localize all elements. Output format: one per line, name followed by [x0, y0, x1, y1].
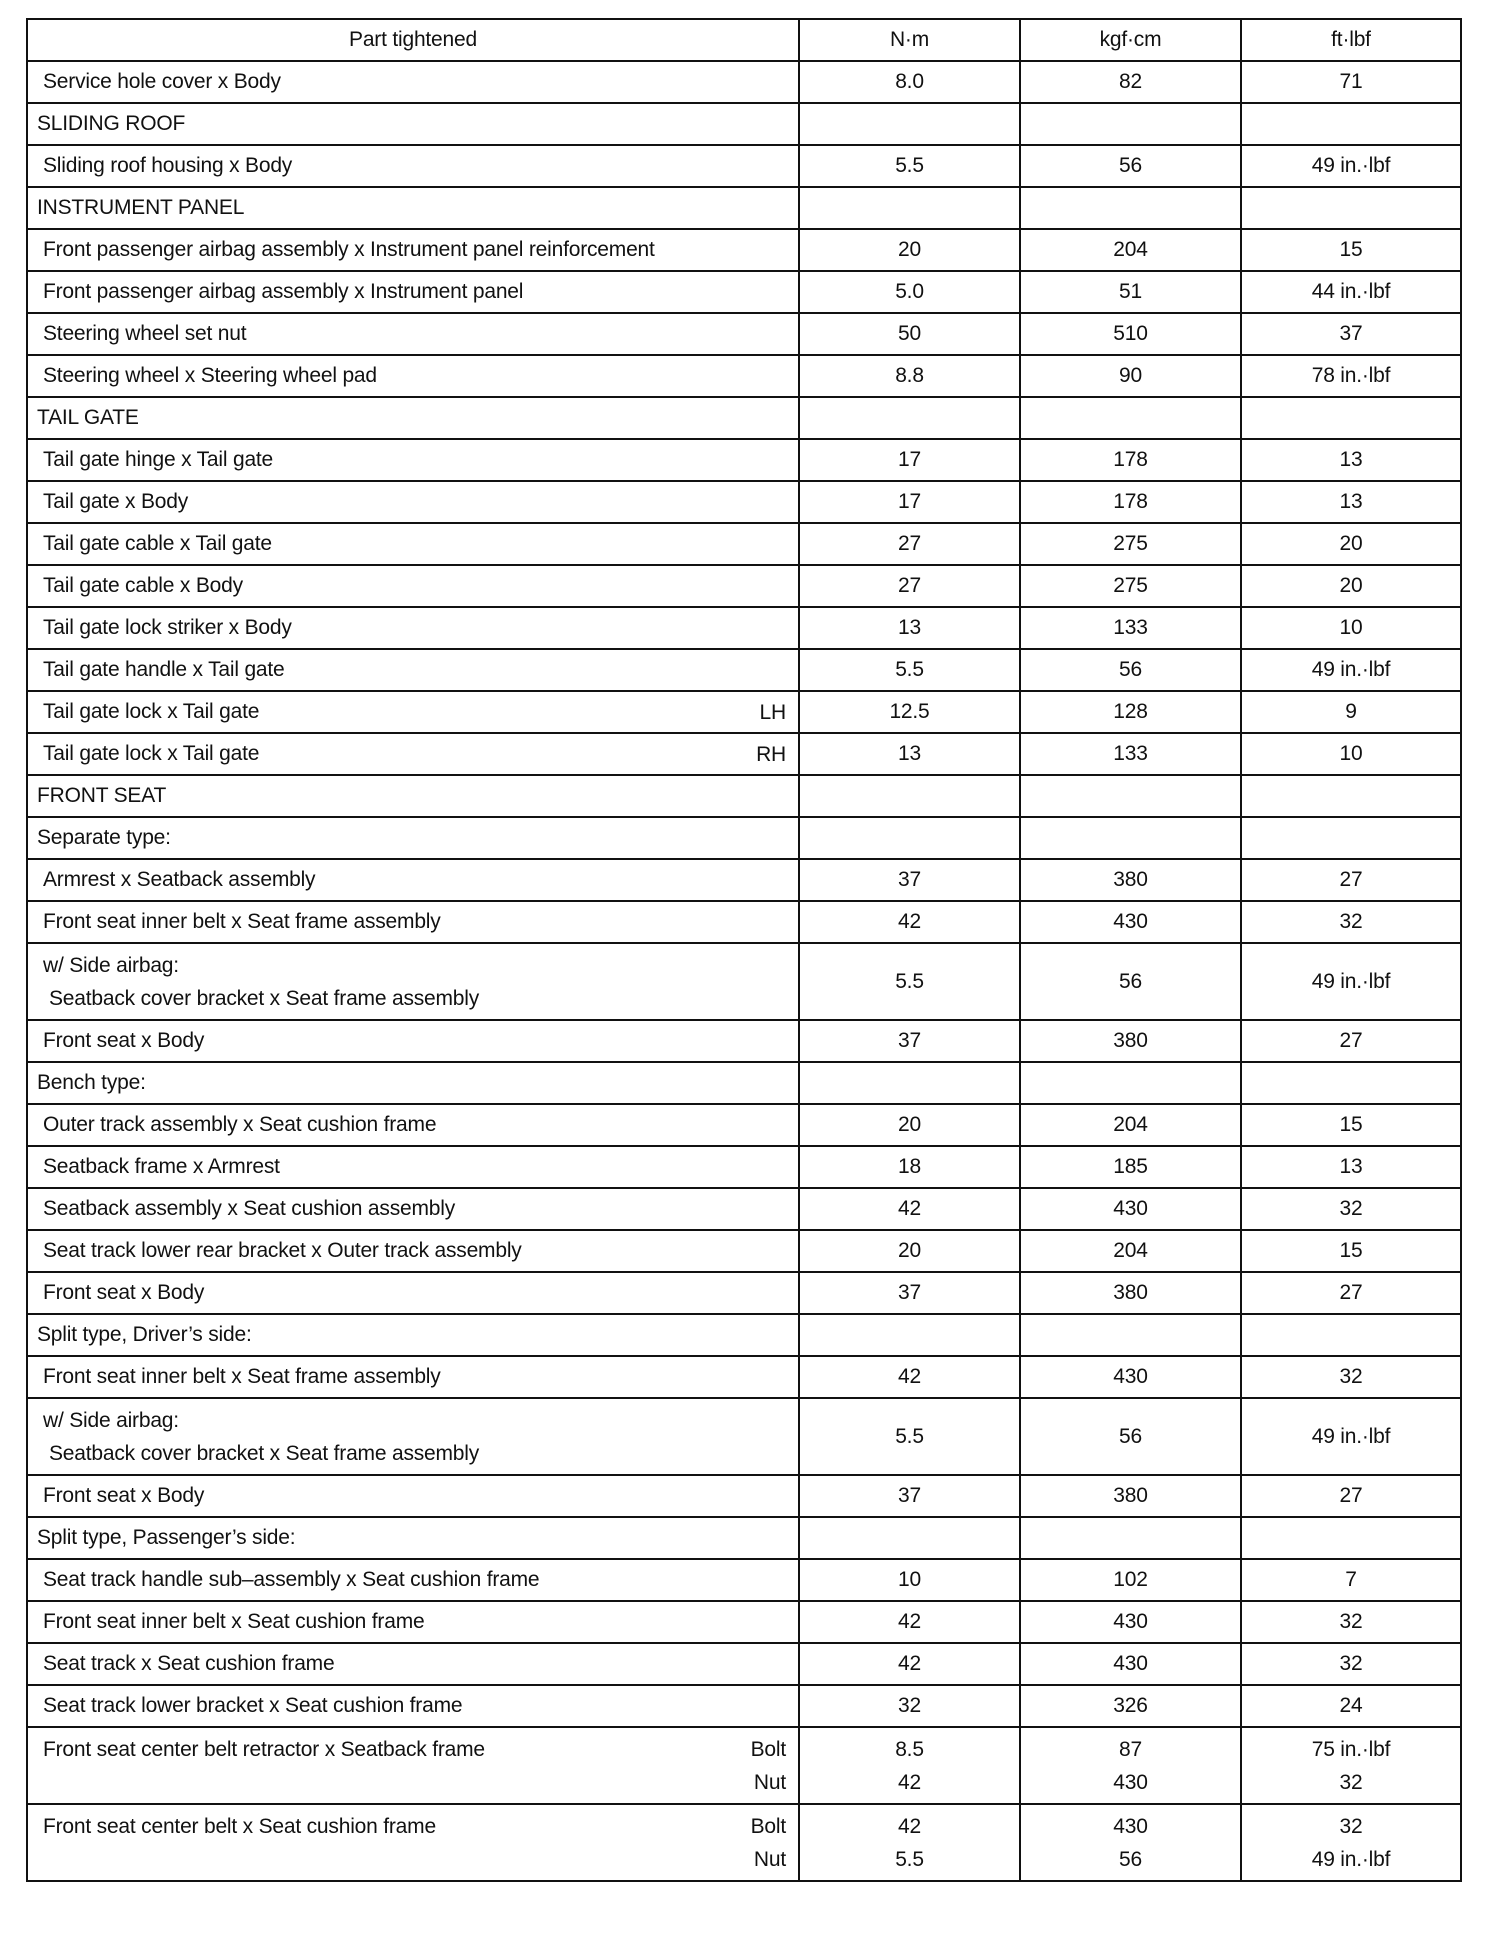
torque-value: 430 — [1113, 1770, 1148, 1794]
table-header-row — [27, 19, 1461, 61]
part-cell — [27, 145, 799, 187]
newton-meter-cell: 42 — [799, 1356, 1020, 1398]
table-row — [27, 481, 1461, 523]
part-name: Tail gate x Body — [43, 490, 189, 513]
table-row — [27, 733, 1461, 775]
newton-meter-cell — [799, 1804, 1020, 1881]
part-cell — [27, 1356, 799, 1398]
ft-lbf-cell — [1241, 1804, 1461, 1881]
header-ft-lbf: ft·lbf — [1241, 19, 1461, 61]
ft-lbf-cell: 27 — [1241, 1272, 1461, 1314]
section-heading — [27, 775, 799, 817]
table-row — [27, 1559, 1461, 1601]
fastener-qualifier: Bolt — [750, 1737, 786, 1761]
newton-meter-cell: 27 — [799, 523, 1020, 565]
newton-meter-cell: 37 — [799, 1020, 1020, 1062]
part-name: Sliding roof housing x Body — [43, 154, 293, 177]
table-row — [27, 1104, 1461, 1146]
table-row — [27, 649, 1461, 691]
section-heading — [27, 817, 799, 859]
part-cell — [27, 1804, 799, 1881]
newton-meter-cell: 42 — [799, 1601, 1020, 1643]
part-name: Outer track assembly x Seat cushion frame — [43, 1113, 437, 1136]
table-row — [27, 775, 1461, 817]
newton-meter-cell: 8.8 — [799, 355, 1020, 397]
part-cell — [27, 649, 799, 691]
newton-meter-cell: 37 — [799, 1475, 1020, 1517]
ft-lbf-cell: 15 — [1241, 1230, 1461, 1272]
newton-meter-cell: 20 — [799, 229, 1020, 271]
newton-meter-cell — [799, 1062, 1020, 1104]
part-name-detail: Seatback cover bracket x Seat frame assembly — [49, 986, 480, 1010]
newton-meter-cell: 17 — [799, 439, 1020, 481]
part-name: Tail gate cable x Body — [43, 574, 243, 597]
kgf-cm-cell — [1020, 187, 1241, 229]
ft-lbf-cell — [1241, 1517, 1461, 1559]
kgf-cm-cell: 275 — [1020, 565, 1241, 607]
newton-meter-cell: 27 — [799, 565, 1020, 607]
kgf-cm-cell: 204 — [1020, 1104, 1241, 1146]
kgf-cm-cell: 133 — [1020, 607, 1241, 649]
ft-lbf-cell: 78 in.·lbf — [1241, 355, 1461, 397]
ft-lbf-cell: 44 in.·lbf — [1241, 271, 1461, 313]
table-row — [27, 1230, 1461, 1272]
torque-value: 87 — [1119, 1737, 1142, 1761]
ft-lbf-cell: 49 in.·lbf — [1241, 943, 1461, 1020]
kgf-cm-cell — [1020, 397, 1241, 439]
torque-specification-table — [26, 18, 1462, 1882]
kgf-cm-cell: 430 — [1020, 1188, 1241, 1230]
part-cell — [27, 523, 799, 565]
torque-value: 430 — [1113, 1814, 1148, 1838]
kgf-cm-cell: 51 — [1020, 271, 1241, 313]
ft-lbf-cell: 49 in.·lbf — [1241, 1398, 1461, 1475]
newton-meter-cell — [799, 187, 1020, 229]
newton-meter-cell: 5.5 — [799, 943, 1020, 1020]
part-cell — [27, 481, 799, 523]
kgf-cm-cell: 430 — [1020, 1356, 1241, 1398]
part-name: Steering wheel x Steering wheel pad — [43, 364, 377, 387]
newton-meter-cell: 5.5 — [799, 649, 1020, 691]
kgf-cm-cell: 56 — [1020, 943, 1241, 1020]
newton-meter-cell: 42 — [799, 1643, 1020, 1685]
part-name: Split type, Passenger’s side: — [37, 1526, 296, 1549]
newton-meter-cell: 20 — [799, 1104, 1020, 1146]
table-row — [27, 103, 1461, 145]
kgf-cm-cell — [1020, 775, 1241, 817]
ft-lbf-cell: 24 — [1241, 1685, 1461, 1727]
kgf-cm-cell — [1020, 1517, 1241, 1559]
table-row — [27, 1517, 1461, 1559]
newton-meter-cell: 20 — [799, 1230, 1020, 1272]
ft-lbf-cell: 32 — [1241, 901, 1461, 943]
fastener-qualifier: Bolt — [750, 1814, 786, 1838]
table-row — [27, 943, 1461, 1020]
table-row — [27, 1020, 1461, 1062]
section-heading — [27, 1314, 799, 1356]
newton-meter-cell — [799, 817, 1020, 859]
kgf-cm-cell: 128 — [1020, 691, 1241, 733]
table-row — [27, 271, 1461, 313]
table-row — [27, 1643, 1461, 1685]
ft-lbf-cell: 27 — [1241, 859, 1461, 901]
table-row — [27, 355, 1461, 397]
part-name: Seatback assembly x Seat cushion assembly — [43, 1197, 456, 1220]
part-cell — [27, 565, 799, 607]
part-name: Front seat inner belt x Seat frame assembly — [43, 910, 441, 933]
section-heading — [27, 187, 799, 229]
part-cell — [27, 943, 799, 1020]
part-cell — [27, 1146, 799, 1188]
part-name: Front seat inner belt x Seat frame assembly — [43, 1365, 441, 1388]
torque-value: 42 — [898, 1770, 921, 1794]
kgf-cm-cell: 56 — [1020, 649, 1241, 691]
newton-meter-cell: 5.0 — [799, 271, 1020, 313]
torque-value: 49 in.·lbf — [1311, 1847, 1391, 1871]
ft-lbf-cell: 15 — [1241, 1104, 1461, 1146]
table-row — [27, 229, 1461, 271]
part-cell — [27, 1475, 799, 1517]
section-heading — [27, 103, 799, 145]
newton-meter-cell — [799, 775, 1020, 817]
ft-lbf-cell: 13 — [1241, 1146, 1461, 1188]
torque-value: 32 — [1339, 1770, 1363, 1794]
kgf-cm-cell: 178 — [1020, 439, 1241, 481]
part-name: INSTRUMENT PANEL — [37, 196, 245, 219]
ft-lbf-cell — [1241, 103, 1461, 145]
part-name: Service hole cover x Body — [43, 70, 281, 93]
ft-lbf-cell: 32 — [1241, 1356, 1461, 1398]
ft-lbf-cell: 9 — [1241, 691, 1461, 733]
fastener-qualifier: LH — [759, 700, 786, 724]
ft-lbf-cell — [1241, 187, 1461, 229]
ft-lbf-cell: 20 — [1241, 523, 1461, 565]
newton-meter-cell: 42 — [799, 901, 1020, 943]
fastener-qualifier: Nut — [753, 1847, 786, 1871]
part-cell — [27, 1230, 799, 1272]
part-cell — [27, 1643, 799, 1685]
table-row — [27, 145, 1461, 187]
ft-lbf-cell: 49 in.·lbf — [1241, 649, 1461, 691]
part-name: Seat track handle sub–assembly x Seat cushion frame — [43, 1568, 540, 1591]
kgf-cm-cell: 380 — [1020, 1020, 1241, 1062]
part-name: Front passenger airbag assembly x Instrument panel — [43, 280, 524, 303]
newton-meter-cell: 37 — [799, 859, 1020, 901]
part-cell — [27, 1188, 799, 1230]
part-name: Front passenger airbag assembly x Instrument panel reinforcement — [43, 238, 655, 261]
kgf-cm-cell: 204 — [1020, 1230, 1241, 1272]
kgf-cm-cell: 90 — [1020, 355, 1241, 397]
table-row — [27, 1062, 1461, 1104]
kgf-cm-cell: 380 — [1020, 859, 1241, 901]
kgf-cm-cell: 82 — [1020, 61, 1241, 103]
part-cell — [27, 1685, 799, 1727]
part-name: Seatback frame x Armrest — [43, 1155, 280, 1178]
table-row — [27, 523, 1461, 565]
header-kgf-cm: kgf·cm — [1020, 19, 1241, 61]
newton-meter-cell: 5.5 — [799, 1398, 1020, 1475]
newton-meter-cell — [799, 1727, 1020, 1804]
ft-lbf-cell: 13 — [1241, 439, 1461, 481]
newton-meter-cell: 8.0 — [799, 61, 1020, 103]
kgf-cm-cell: 380 — [1020, 1475, 1241, 1517]
part-name: Tail gate lock x Tail gate — [43, 742, 260, 765]
kgf-cm-cell: 204 — [1020, 229, 1241, 271]
fastener-qualifier: RH — [756, 742, 786, 766]
kgf-cm-cell — [1020, 1804, 1241, 1881]
kgf-cm-cell — [1020, 103, 1241, 145]
ft-lbf-cell: 32 — [1241, 1601, 1461, 1643]
ft-lbf-cell: 7 — [1241, 1559, 1461, 1601]
ft-lbf-cell — [1241, 1314, 1461, 1356]
part-cell — [27, 1272, 799, 1314]
part-cell — [27, 229, 799, 271]
newton-meter-cell — [799, 1314, 1020, 1356]
part-name: Front seat x Body — [43, 1029, 205, 1052]
part-cell — [27, 1601, 799, 1643]
part-name: Split type, Driver’s side: — [37, 1323, 252, 1346]
torque-value: 32 — [1339, 1814, 1363, 1838]
kgf-cm-cell — [1020, 1314, 1241, 1356]
table-row — [27, 1272, 1461, 1314]
part-name: Bench type: — [37, 1071, 146, 1094]
kgf-cm-cell: 275 — [1020, 523, 1241, 565]
newton-meter-cell — [799, 103, 1020, 145]
part-name: Tail gate handle x Tail gate — [43, 658, 285, 681]
part-cell — [27, 1727, 799, 1804]
table-row — [27, 1475, 1461, 1517]
kgf-cm-cell: 178 — [1020, 481, 1241, 523]
part-name: Tail gate lock striker x Body — [43, 616, 292, 639]
table-row — [27, 1188, 1461, 1230]
part-name: w/ Side airbag: — [43, 953, 179, 977]
kgf-cm-cell: 430 — [1020, 901, 1241, 943]
part-cell — [27, 901, 799, 943]
part-name: Front seat center belt x Seat cushion frame — [43, 1814, 436, 1838]
part-name: TAIL GATE — [37, 406, 139, 429]
ft-lbf-cell: 27 — [1241, 1020, 1461, 1062]
ft-lbf-cell: 10 — [1241, 733, 1461, 775]
kgf-cm-cell — [1020, 817, 1241, 859]
ft-lbf-cell: 37 — [1241, 313, 1461, 355]
table-row — [27, 1685, 1461, 1727]
torque-value: 5.5 — [895, 1847, 924, 1871]
torque-value: 8.5 — [895, 1737, 924, 1761]
newton-meter-cell: 42 — [799, 1188, 1020, 1230]
ft-lbf-cell: 49 in.·lbf — [1241, 145, 1461, 187]
ft-lbf-cell: 27 — [1241, 1475, 1461, 1517]
kgf-cm-cell: 430 — [1020, 1643, 1241, 1685]
part-cell — [27, 61, 799, 103]
newton-meter-cell: 5.5 — [799, 145, 1020, 187]
part-name: Steering wheel set nut — [43, 322, 247, 345]
newton-meter-cell: 18 — [799, 1146, 1020, 1188]
part-cell — [27, 271, 799, 313]
table-row — [27, 313, 1461, 355]
table-row — [27, 565, 1461, 607]
part-cell — [27, 1559, 799, 1601]
newton-meter-cell — [799, 1517, 1020, 1559]
table-body — [27, 61, 1461, 1881]
ft-lbf-cell: 32 — [1241, 1643, 1461, 1685]
part-name: Separate type: — [37, 826, 171, 849]
newton-meter-cell: 32 — [799, 1685, 1020, 1727]
kgf-cm-cell: 56 — [1020, 145, 1241, 187]
part-name: Tail gate lock x Tail gate — [43, 700, 260, 723]
table-row — [27, 61, 1461, 103]
section-heading — [27, 1062, 799, 1104]
torque-value: 42 — [898, 1814, 921, 1838]
fastener-qualifier: Nut — [753, 1770, 786, 1794]
kgf-cm-cell: 56 — [1020, 1398, 1241, 1475]
torque-value: 56 — [1119, 1847, 1142, 1871]
part-name: Front seat inner belt x Seat cushion frame — [43, 1610, 425, 1633]
section-heading — [27, 1517, 799, 1559]
newton-meter-cell — [799, 397, 1020, 439]
part-cell — [27, 355, 799, 397]
part-name: Tail gate hinge x Tail gate — [43, 448, 274, 471]
part-name: Front seat x Body — [43, 1484, 205, 1507]
newton-meter-cell: 12.5 — [799, 691, 1020, 733]
ft-lbf-cell: 13 — [1241, 481, 1461, 523]
part-cell — [27, 313, 799, 355]
part-name: FRONT SEAT — [37, 784, 167, 807]
kgf-cm-cell: 185 — [1020, 1146, 1241, 1188]
kgf-cm-cell — [1020, 1727, 1241, 1804]
table-row — [27, 1804, 1461, 1881]
ft-lbf-cell — [1241, 775, 1461, 817]
kgf-cm-cell: 380 — [1020, 1272, 1241, 1314]
table-row — [27, 1314, 1461, 1356]
part-cell — [27, 1020, 799, 1062]
kgf-cm-cell: 102 — [1020, 1559, 1241, 1601]
part-cell — [27, 691, 799, 733]
table-row — [27, 1146, 1461, 1188]
table-row — [27, 1601, 1461, 1643]
table-row — [27, 859, 1461, 901]
table-row — [27, 691, 1461, 733]
table-row — [27, 607, 1461, 649]
table-row — [27, 1398, 1461, 1475]
part-name: w/ Side airbag: — [43, 1408, 179, 1432]
part-cell — [27, 607, 799, 649]
torque-value: 75 in.·lbf — [1311, 1737, 1391, 1761]
ft-lbf-cell — [1241, 1727, 1461, 1804]
part-cell — [27, 733, 799, 775]
kgf-cm-cell: 510 — [1020, 313, 1241, 355]
ft-lbf-cell — [1241, 1062, 1461, 1104]
table-row — [27, 1727, 1461, 1804]
part-name: Front seat center belt retractor x Seatback frame — [43, 1737, 485, 1761]
part-name: Seat track lower bracket x Seat cushion frame — [43, 1694, 463, 1717]
table-row — [27, 817, 1461, 859]
ft-lbf-cell: 32 — [1241, 1188, 1461, 1230]
part-name: Seat track lower rear bracket x Outer track assembly — [43, 1239, 522, 1262]
ft-lbf-cell: 10 — [1241, 607, 1461, 649]
part-name: Tail gate cable x Tail gate — [43, 532, 272, 555]
table-row — [27, 439, 1461, 481]
ft-lbf-cell: 15 — [1241, 229, 1461, 271]
part-cell — [27, 1398, 799, 1475]
newton-meter-cell: 10 — [799, 1559, 1020, 1601]
kgf-cm-cell: 133 — [1020, 733, 1241, 775]
ft-lbf-cell — [1241, 397, 1461, 439]
table-row — [27, 901, 1461, 943]
part-cell — [27, 439, 799, 481]
part-name: Front seat x Body — [43, 1281, 205, 1304]
table-row — [27, 187, 1461, 229]
newton-meter-cell: 50 — [799, 313, 1020, 355]
part-name-detail: Seatback cover bracket x Seat frame assembly — [49, 1441, 480, 1465]
kgf-cm-cell: 430 — [1020, 1601, 1241, 1643]
part-name: Seat track x Seat cushion frame — [43, 1652, 335, 1675]
part-name: SLIDING ROOF — [37, 112, 186, 135]
part-cell — [27, 859, 799, 901]
part-name: Armrest x Seatback assembly — [43, 868, 316, 891]
ft-lbf-cell: 20 — [1241, 565, 1461, 607]
ft-lbf-cell — [1241, 817, 1461, 859]
newton-meter-cell: 17 — [799, 481, 1020, 523]
header-newton-meter: N·m — [799, 19, 1020, 61]
newton-meter-cell: 13 — [799, 607, 1020, 649]
header-part-tightened: Part tightened — [27, 19, 799, 61]
newton-meter-cell: 37 — [799, 1272, 1020, 1314]
newton-meter-cell: 13 — [799, 733, 1020, 775]
ft-lbf-cell: 71 — [1241, 61, 1461, 103]
part-cell — [27, 1104, 799, 1146]
table-row — [27, 397, 1461, 439]
section-heading — [27, 397, 799, 439]
table-row — [27, 1356, 1461, 1398]
kgf-cm-cell: 326 — [1020, 1685, 1241, 1727]
kgf-cm-cell — [1020, 1062, 1241, 1104]
